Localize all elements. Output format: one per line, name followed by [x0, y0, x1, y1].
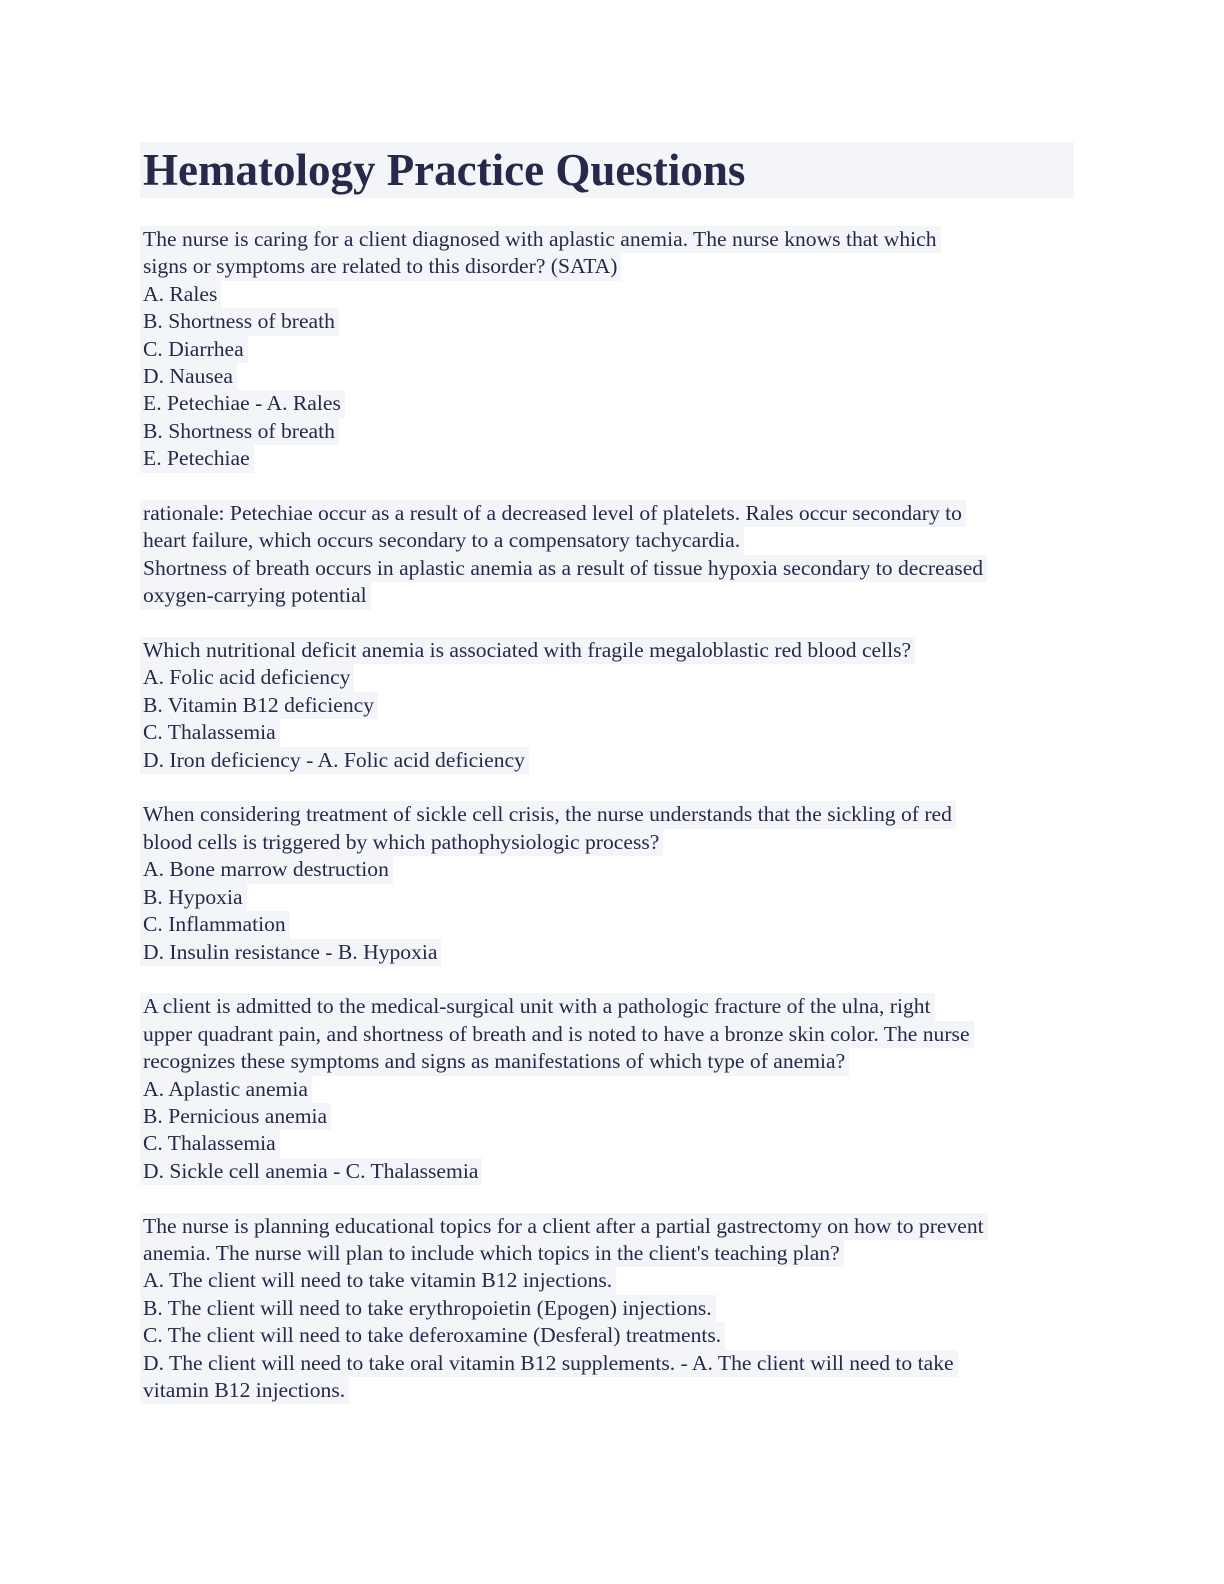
text-line: blood cells is triggered by which pathophysiologic process?: [140, 829, 663, 856]
text-line: upper quadrant pain, and shortness of breath and is noted to have a bronze skin color. The nurse: [140, 1021, 974, 1048]
text-line: rationale: Petechiae occur as a result of a decreased level of platelets. Rales occur secondary to: [140, 500, 966, 527]
text-line: heart failure, which occurs secondary to a compensatory tachycardia.: [140, 527, 744, 554]
text-line: D. Nausea: [140, 363, 237, 390]
text-line: B. Hypoxia: [140, 884, 247, 911]
question-block: [140, 993, 1074, 1185]
text-line: The nurse is planning educational topics for a client after a partial gastrectomy on how to prevent: [140, 1213, 988, 1240]
text-line: D. Iron deficiency - A. Folic acid deficiency: [140, 747, 529, 774]
rationale-block: [140, 500, 1074, 610]
text-line: Shortness of breath occurs in aplastic anemia as a result of tissue hypoxia secondary to decreased: [140, 555, 987, 582]
page-title: Hematology Practice Questions: [143, 145, 746, 195]
text-line: anemia. The nurse will plan to include which topics in the client's teaching plan?: [140, 1240, 844, 1267]
question-block: [140, 1213, 1074, 1405]
title-band: [140, 142, 1074, 198]
text-line: E. Petechiae - A. Rales: [140, 390, 345, 417]
text-line: A. The client will need to take vitamin B12 injections.: [140, 1267, 616, 1294]
text-line: B. The client will need to take erythropoietin (Epogen) injections.: [140, 1295, 716, 1322]
question-block: [140, 801, 1074, 965]
document-page: [140, 142, 1074, 1432]
question-list: [140, 226, 1074, 1404]
text-line: A client is admitted to the medical-surgical unit with a pathologic fracture of the ulna, right: [140, 993, 935, 1020]
text-line: The nurse is caring for a client diagnosed with aplastic anemia. The nurse knows that which: [140, 226, 941, 253]
text-line: signs or symptoms are related to this disorder? (SATA): [140, 253, 621, 280]
text-line: E. Petechiae: [140, 445, 254, 472]
text-line: A. Rales: [140, 281, 221, 308]
text-line: B. Shortness of breath: [140, 308, 339, 335]
text-line: B. Shortness of breath: [140, 418, 339, 445]
text-line: C. Inflammation: [140, 911, 290, 938]
text-line: C. Diarrhea: [140, 336, 248, 363]
text-line: When considering treatment of sickle cell crisis, the nurse understands that the sickling of red: [140, 801, 956, 828]
text-line: C. The client will need to take deferoxamine (Desferal) treatments.: [140, 1322, 725, 1349]
question-block: [140, 226, 1074, 473]
text-line: D. The client will need to take oral vitamin B12 supplements. - A. The client will need to take: [140, 1350, 958, 1377]
question-block: [140, 637, 1074, 774]
text-line: vitamin B12 injections.: [140, 1377, 349, 1404]
text-line: D. Insulin resistance - B. Hypoxia: [140, 939, 441, 966]
text-line: B. Vitamin B12 deficiency: [140, 692, 378, 719]
text-line: C. Thalassemia: [140, 1130, 280, 1157]
text-line: A. Folic acid deficiency: [140, 664, 354, 691]
text-line: recognizes these symptoms and signs as manifestations of which type of anemia?: [140, 1048, 849, 1075]
text-line: D. Sickle cell anemia - C. Thalassemia: [140, 1158, 482, 1185]
text-line: A. Bone marrow destruction: [140, 856, 393, 883]
text-line: A. Aplastic anemia: [140, 1076, 312, 1103]
text-line: oxygen-carrying potential: [140, 582, 371, 609]
text-line: Which nutritional deficit anemia is associated with fragile megaloblastic red blood cells?: [140, 637, 915, 664]
text-line: B. Pernicious anemia: [140, 1103, 331, 1130]
text-line: C. Thalassemia: [140, 719, 280, 746]
